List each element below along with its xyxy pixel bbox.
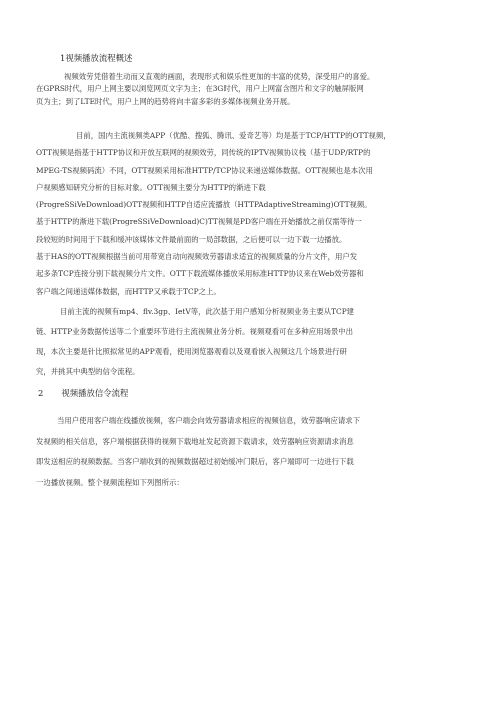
text-line: 当用户使用客户端在线播放视频，客户端会向效劳器请求相应的视频信息，效劳器响应请求下 <box>57 416 361 425</box>
section-2-heading <box>38 388 128 399</box>
text-line: 现，本次主要是针比照拟常见的APP观看，使用浏览器观看以及观看嵌入视频这几个场景进行研 <box>36 347 347 356</box>
text-line: OTT视频是指基于HTTP协议和开放互联网的视频效劳，同传统的IPTV视频协议栈（基于UDP/RTP的 <box>36 148 371 158</box>
text-line: 基于HAS的OTT视频根据当前可用带宽自动向视频效劳器请求适宜的视频质量的分片文件，用户发 <box>36 252 358 262</box>
paragraph-1 <box>36 71 464 108</box>
text-line: 段较短的时间用于下载和缓冲该媒体文件最前面的一局部数据，之后便可以一边下载一边播放。 <box>36 234 347 244</box>
text-line: 一边播放视频。整个视频流程如下列图所示： <box>36 477 184 487</box>
text-line: 视频效劳凭借着生动而又直观的画面，表现形式和娱乐性更加的丰富的优势，深受用户的喜爱。 <box>64 72 375 81</box>
text-line: 户视频感知研究分析的目标对象。OTT视频主要分为HTTP的渐进下载 <box>36 182 266 192</box>
text-line: 基于HTTP的渐进下载(ProgreSSiVeDownload)C)TT视频是PD客户端在开始播放之前仅需等待一 <box>36 217 362 227</box>
paragraph-2 <box>36 127 464 300</box>
section-1-heading: 1视频播放流程概述 <box>60 53 133 63</box>
paragraph-4 <box>36 411 464 493</box>
text-line: (ProgreSSiVeDownload)OTT视频和HTTP自适应流播放（HTTPAdaptiveStreaming)OTT视频。 <box>36 200 372 210</box>
text-line: 目前主流的视频有mp4、flv.3gp、IetV等，此次基于用户感知分析视频业务主要从TCP建 <box>60 307 355 316</box>
text-line: 在GPRS时代，用户上网主要以浏览网页文字为主；在3G时代，用户上网富含图片和文字的触屏版网 <box>36 84 364 94</box>
text-line: 起多条TCP连接分别下载视频分片文件。OTT下载流媒体播放采用标准HTTP协议来在Web效劳器和 <box>36 269 364 279</box>
text-line: 即发送相应的视频数据。当客户端收到的视频数据超过初始缓冲门限后，客户端即可一边进行下载 <box>36 457 354 466</box>
text-line: 页为主；到了LTE时代，用户上网的趋势将向丰富多彩的多媒体视频业务开展。 <box>36 96 295 106</box>
text-line: MPEG-TS视频码流）不同，OTT视频采用标准HTTP/TCP协议来递送媒体数据。OTT视频也是本次用 <box>36 165 373 175</box>
text-line: 客户端之间递送媒体数据，而HTTP又承载于TCP之上。 <box>36 286 221 296</box>
section-2-number: 2 <box>38 388 44 398</box>
paragraph-3 <box>36 302 464 382</box>
text-line: 究，并挑其中典型的信令流程。 <box>36 367 140 376</box>
text-line: 链、HTTP业务数据传送等二个重要环节进行主流视频业务分析。视频观看可在多种应用场景中出 <box>36 327 354 336</box>
section-2-title: 视频播放信令流程 <box>61 388 129 398</box>
text-line: 目前，国内主流视频类APP（优酷、搜狐、腾讯、爱奇艺等）均是基于TCP/HTTP的OTT视频， <box>76 131 391 140</box>
text-line: 发视频的相关信息，客户端根据获得的视频下载地址发起资源下载请求，效劳器响应资源请求消息 <box>36 436 354 446</box>
